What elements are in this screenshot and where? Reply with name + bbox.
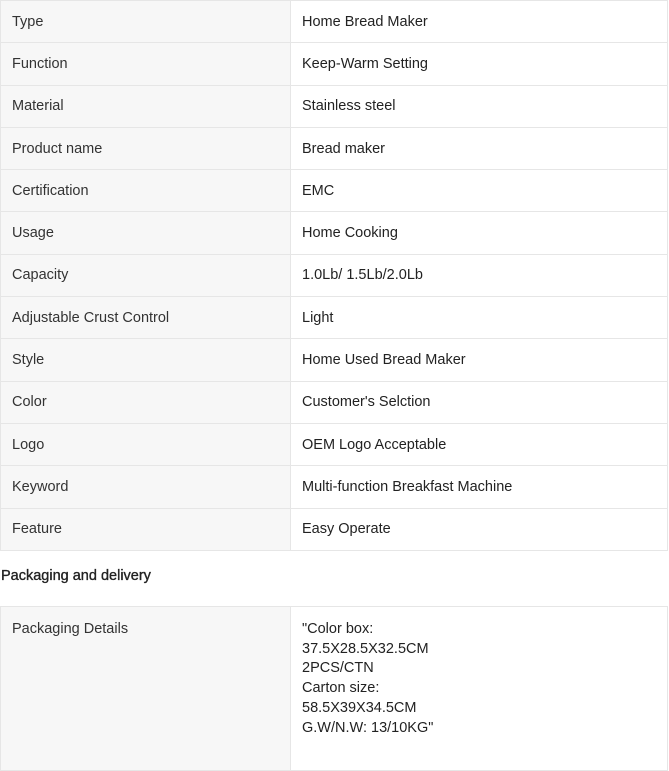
attribute-value: Home Bread Maker [291, 1, 668, 43]
attribute-label: Usage [1, 212, 291, 254]
attribute-row [1, 254, 668, 296]
attribute-value: Stainless steel [291, 85, 668, 127]
packaging-section-title: Packaging and delivery [1, 568, 151, 584]
attribute-label: Product name [1, 127, 291, 169]
attribute-label: Keyword [1, 466, 291, 508]
packaging-details-row [1, 607, 668, 771]
packaging-details-label: Packaging Details [1, 607, 291, 771]
attribute-value: Multi-function Breakfast Machine [291, 466, 668, 508]
attribute-row [1, 339, 668, 381]
attribute-value: Home Cooking [291, 212, 668, 254]
attribute-value: Customer's Selction [291, 381, 668, 423]
packaging-table [0, 606, 668, 771]
attribute-row [1, 85, 668, 127]
attribute-row [1, 170, 668, 212]
attribute-value: Light [291, 297, 668, 339]
attribute-row [1, 212, 668, 254]
attribute-row [1, 1, 668, 43]
attribute-value: OEM Logo Acceptable [291, 423, 668, 465]
attribute-label: Adjustable Crust Control [1, 297, 291, 339]
attributes-table-body [1, 1, 668, 551]
attribute-row [1, 466, 668, 508]
attribute-value: EMC [291, 170, 668, 212]
attribute-label: Color [1, 381, 291, 423]
attribute-value: Bread maker [291, 127, 668, 169]
attribute-row [1, 508, 668, 550]
attribute-label: Style [1, 339, 291, 381]
attribute-row [1, 43, 668, 85]
attribute-row [1, 127, 668, 169]
attribute-row [1, 381, 668, 423]
attribute-label: Material [1, 85, 291, 127]
attribute-label: Capacity [1, 254, 291, 296]
attribute-value: Home Used Bread Maker [291, 339, 668, 381]
attribute-label: Logo [1, 423, 291, 465]
attribute-label: Type [1, 1, 291, 43]
attribute-label: Function [1, 43, 291, 85]
attribute-label: Feature [1, 508, 291, 550]
attribute-row [1, 297, 668, 339]
attribute-value: Easy Operate [291, 508, 668, 550]
attribute-value: 1.0Lb/ 1.5Lb/2.0Lb [291, 254, 668, 296]
attribute-row [1, 423, 668, 465]
attribute-value: Keep-Warm Setting [291, 43, 668, 85]
attribute-label: Certification [1, 170, 291, 212]
packaging-details-value: "Color box: 37.5X28.5X32.5CM 2PCS/CTN Carton size: 58.5X39X34.5CM G.W/N.W: 13/10KG" [291, 607, 668, 771]
